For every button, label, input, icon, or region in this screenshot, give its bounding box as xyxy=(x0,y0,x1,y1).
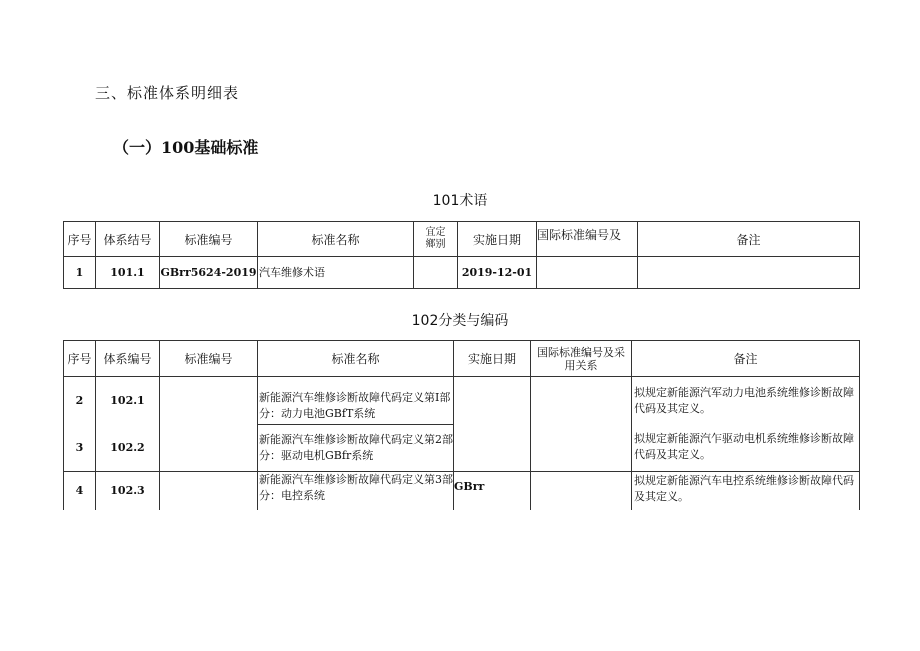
header-date: 实施日期 xyxy=(454,341,531,377)
cell-date xyxy=(454,377,531,425)
header-level: 宜定 鄉别 xyxy=(414,222,458,257)
cell-standard-name: 汽车维修术语 xyxy=(258,257,414,289)
cell-remarks: 拟规定新能源汽军动力电池系统维修诊断故障代码及其定义。 xyxy=(632,377,860,425)
cell-intl-standard xyxy=(531,472,632,510)
classification-table xyxy=(63,340,860,510)
header-index: 序号 xyxy=(64,222,96,257)
header-remarks: 备注 xyxy=(632,341,860,377)
cell-standard-name: 新能源汽车维修诊断故障代码定义第3部分：电控系统 xyxy=(258,472,454,510)
subsection-title: （一）100基础标准 xyxy=(113,138,259,157)
cell-standard-number xyxy=(160,377,258,425)
cell-intl-standard xyxy=(531,425,632,472)
cell-system-code: 102.3 xyxy=(96,472,160,510)
cell-standard-number: GBrr5624-2019 xyxy=(160,257,258,289)
cell-remarks: 拟规定新能源汽乍驱动电机系统维修诊断故障代码及其定义。 xyxy=(632,425,860,472)
cell-level xyxy=(414,257,458,289)
cell-index: 3 xyxy=(64,425,96,472)
table2-caption: 102分类与编码 xyxy=(411,313,509,329)
header-standard-name: 标准名称 xyxy=(258,341,454,377)
cell-intl-standard xyxy=(537,257,638,289)
cell-date xyxy=(454,425,531,472)
header-intl-standard: 国际标准编号及采 用关系 xyxy=(531,341,632,377)
cell-standard-number xyxy=(160,472,258,510)
cell-system-code: 102.1 xyxy=(96,377,160,425)
header-remarks: 备注 xyxy=(638,222,860,257)
cell-remarks xyxy=(638,257,860,289)
table-row xyxy=(64,425,860,472)
header-system-code: 体系编号 xyxy=(96,341,160,377)
header-intl-standard: 国际标准编号及 xyxy=(537,222,638,257)
header-standard-number: 标准编号 xyxy=(160,222,258,257)
table1-caption: 101术语 xyxy=(432,193,488,209)
table-header-row xyxy=(64,341,860,377)
cell-index: 1 xyxy=(64,257,96,289)
cell-intl-standard xyxy=(531,377,632,425)
header-standard-number: 标准编号 xyxy=(160,341,258,377)
cell-remarks: 拟规定新能源汽车电控系统维修诊断故障代码及其定义。 xyxy=(632,472,860,510)
table-row xyxy=(64,377,860,425)
header-system-code: 体系结号 xyxy=(96,222,160,257)
terms-table xyxy=(63,221,860,289)
section-title: 三、标准体系明细表 xyxy=(95,84,240,102)
cell-date: GBrr xyxy=(454,472,531,510)
cell-system-code: 101.1 xyxy=(96,257,160,289)
header-date: 实施日期 xyxy=(458,222,537,257)
cell-standard-number xyxy=(160,425,258,472)
header-standard-name: 标准名称 xyxy=(258,222,414,257)
cell-system-code: 102.2 xyxy=(96,425,160,472)
cell-index: 4 xyxy=(64,472,96,510)
cell-standard-name: 新能源汽车维修诊断故障代码定义第I部分：动力电池GBfT系统 xyxy=(258,377,454,425)
table-header-row xyxy=(64,222,860,257)
cell-standard-name: 新能源汽车维修诊断故障代码定义第2部分：驱动电机GBfr系统 xyxy=(258,425,454,472)
table-row xyxy=(64,257,860,289)
cell-index: 2 xyxy=(64,377,96,425)
cell-date: 2019-12-01 xyxy=(458,257,537,289)
table-row xyxy=(64,472,860,510)
header-index: 序号 xyxy=(64,341,96,377)
